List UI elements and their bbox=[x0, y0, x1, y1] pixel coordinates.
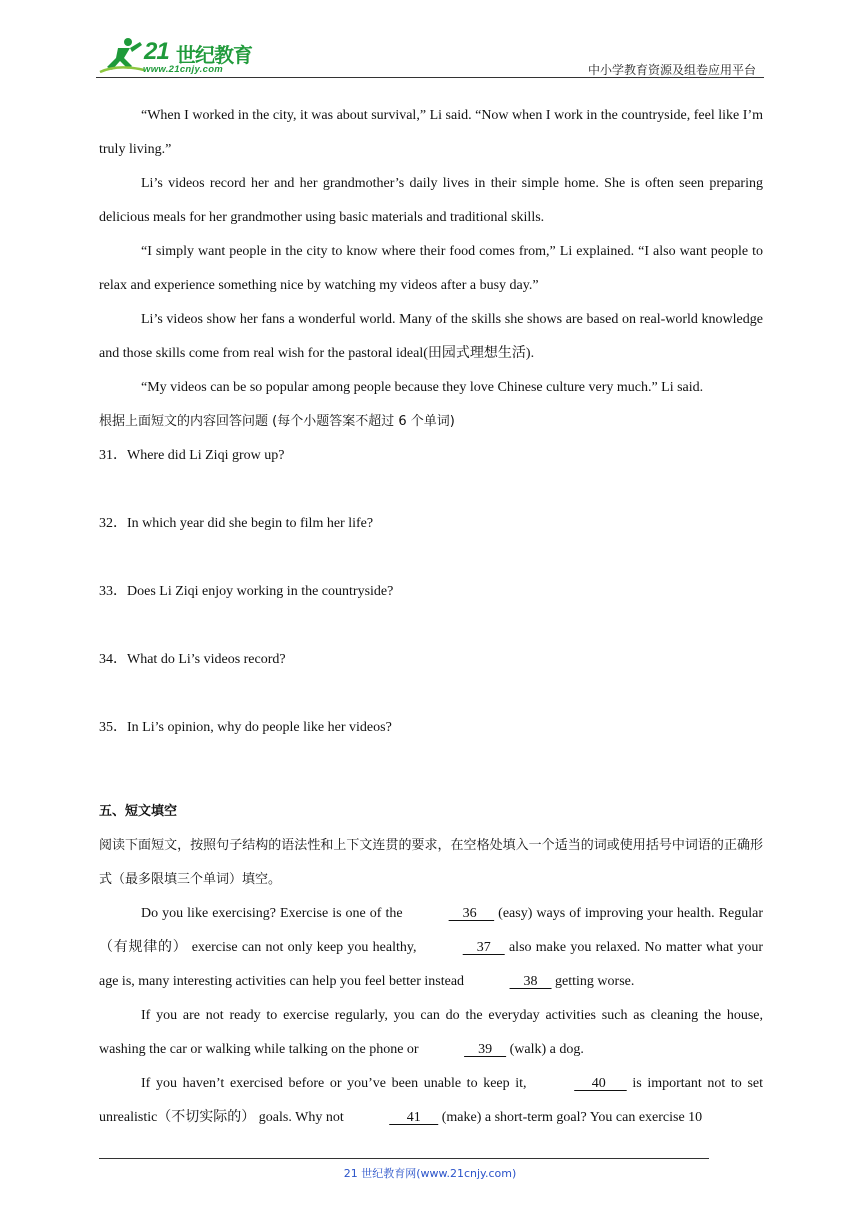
questions-instruction: 根据上面短文的内容回答问题 (每个小题答案不超过 6 个单词) bbox=[99, 414, 455, 429]
question-34: 34．What do Li’s videos record? bbox=[99, 652, 286, 667]
blank-39: 39 bbox=[464, 1042, 507, 1057]
section-instruction: 阅读下面短文，按照句子结构的语法性和上下文连贯的要求，在空格处填入一个适当的词或使用括号中词语的正确形式（最多限填三个单词）填空。 bbox=[99, 838, 763, 887]
header-divider bbox=[96, 77, 764, 78]
question-35: 35．In Li’s opinion, why do people like her videos? bbox=[99, 720, 392, 735]
passage-paragraph: Li’s videos record her and her grandmother’s daily lives in their simple home. She is often seen preparing delicious meals for her grandmother using basic materials and traditional skills. bbox=[99, 176, 763, 225]
page-footer[interactable]: 21 世纪教育网(www.21cnjy.com) bbox=[343, 1167, 517, 1180]
logo-text: 世纪教育 bbox=[176, 43, 252, 67]
logo bbox=[96, 34, 266, 78]
question-33: 33．Does Li Ziqi enjoy working in the countryside? bbox=[99, 584, 394, 599]
blank-41: 41 bbox=[389, 1110, 439, 1125]
cloze-paragraph: Do you like exercising? Exercise is one of the 36 (easy) ways of improving your health. Regular（有规律的） exercise can not only keep you healthy, 37 also make you relaxed. No matter what your age is, many interesting activities can help you feel better instead 38 getting worse. bbox=[99, 897, 763, 999]
page-header bbox=[96, 34, 764, 78]
logo-url: www.21cnjy.com bbox=[143, 64, 224, 75]
footer-divider bbox=[99, 1158, 709, 1159]
passage-paragraph: Li’s videos show her fans a wonderful world. Many of the skills she shows are based on real-world knowledge and those skills come from real wish for the pastoral ideal(田园式理想生活). bbox=[99, 312, 763, 361]
passage-paragraph: “My videos can be so popular among people because they love Chinese culture very much.” Li said. bbox=[141, 380, 704, 395]
blank-36: 36 bbox=[448, 906, 495, 921]
blank-37: 37 bbox=[462, 940, 505, 955]
section-title: 五、短文填空 bbox=[99, 804, 178, 819]
logo-number: 21 bbox=[144, 38, 169, 65]
blank-40: 40 bbox=[574, 1076, 627, 1091]
cloze-paragraph: If you are not ready to exercise regularly, you can do the everyday activities such as cleaning the house, washing the car or walking while talking on the phone or 39 (walk) a dog. bbox=[99, 999, 763, 1067]
passage-paragraph: “I simply want people in the city to know where their food comes from,” Li explained. “I also want people to relax and experience something nice by watching my videos after a busy day.” bbox=[99, 244, 763, 293]
document-body bbox=[99, 99, 763, 1135]
passage-paragraph: “When I worked in the city, it was about survival,” Li said. “Now when I work in the countryside, feel like I’m truly living.” bbox=[99, 108, 763, 157]
runner-logo-icon bbox=[98, 36, 146, 76]
cloze-paragraph: If you haven’t exercised before or you’ve been unable to keep it, 40 is important not to set unrealistic（不切实际的） goals. Why not 41 (make) a short-term goal? You can exercise 10 bbox=[99, 1067, 763, 1135]
blank-38: 38 bbox=[509, 974, 552, 989]
question-31: 31．Where did Li Ziqi grow up? bbox=[99, 448, 285, 463]
question-32: 32．In which year did she begin to film her life? bbox=[99, 516, 374, 531]
platform-name: 中小学教育资源及组卷应用平台 bbox=[587, 63, 756, 77]
